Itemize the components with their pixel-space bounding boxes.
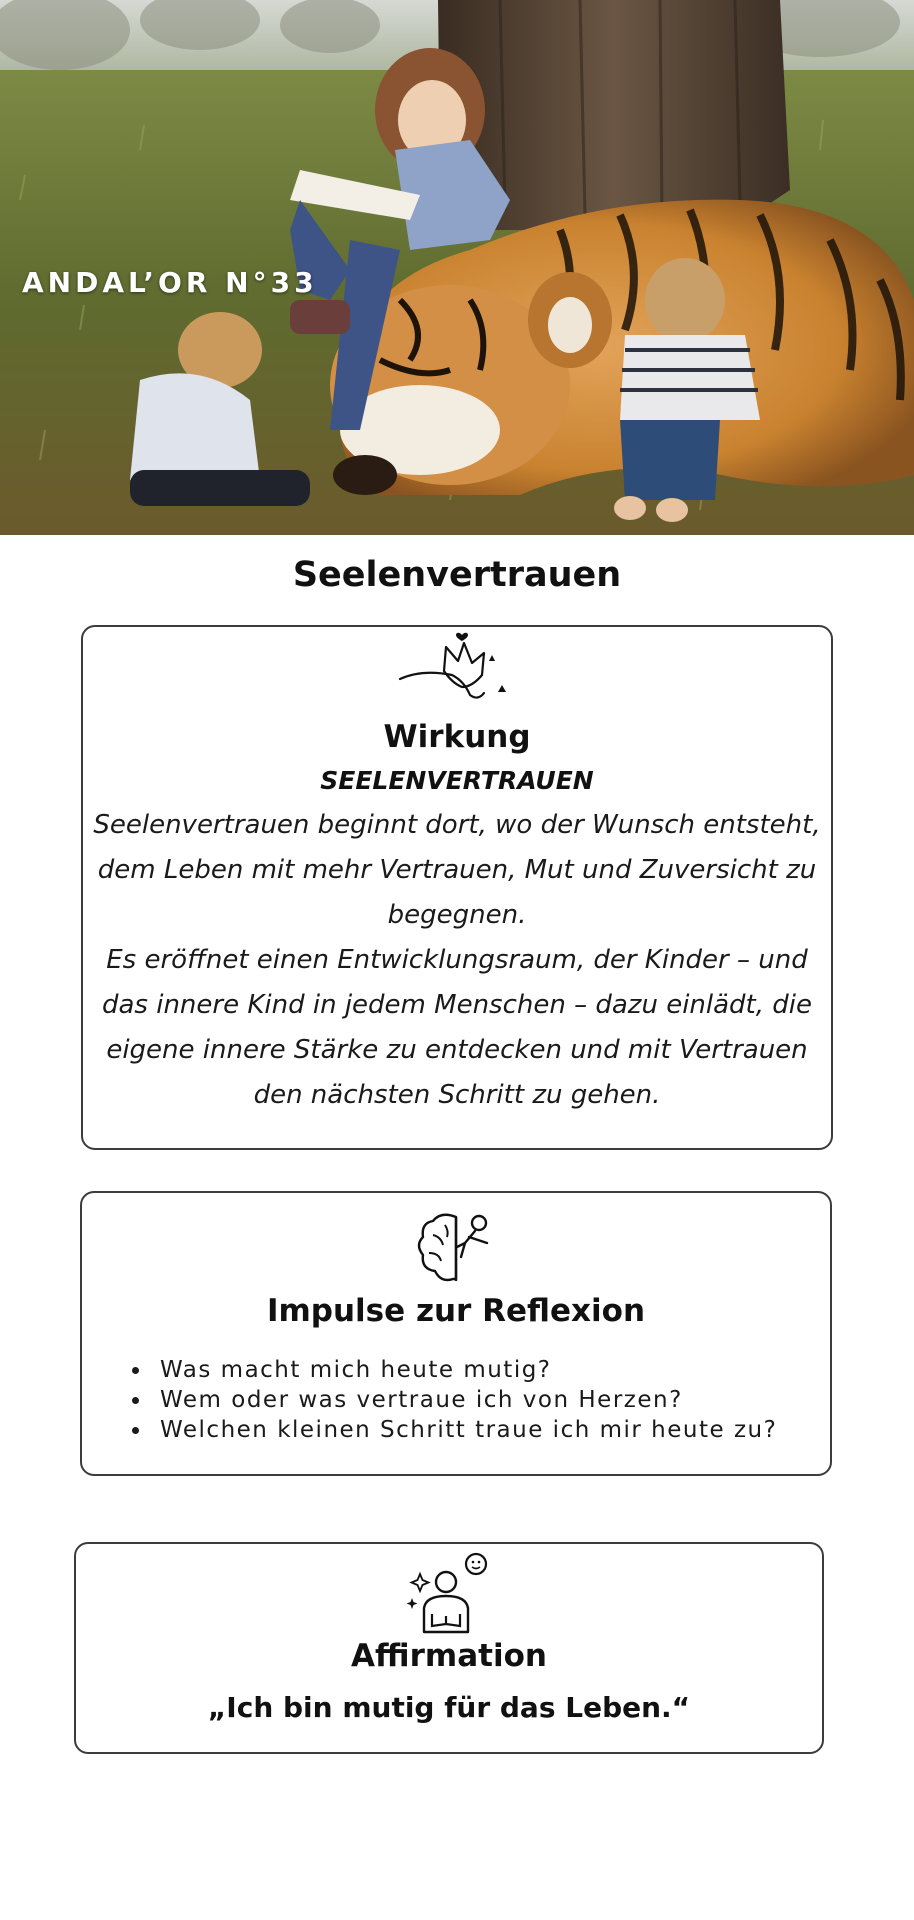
wirkung-card bbox=[81, 625, 833, 1150]
list-item: Wem oder was vertraue ich von Herzen? bbox=[126, 1385, 830, 1415]
list-item: Welchen kleinen Schritt traue ich mir heute zu? bbox=[126, 1415, 830, 1445]
affirmation-heading: Affirmation bbox=[351, 1638, 547, 1674]
crown-sparkle-icon bbox=[392, 631, 522, 713]
wirkung-heading: Wirkung bbox=[383, 719, 531, 755]
reflexion-list bbox=[126, 1355, 830, 1445]
wirkung-subheading: SEELENVERTRAUEN bbox=[320, 766, 594, 795]
affirmation-quote: „Ich bin mutig für das Leben.“ bbox=[207, 1691, 691, 1724]
hero-image bbox=[0, 0, 914, 535]
list-item: Was macht mich heute mutig? bbox=[126, 1355, 830, 1385]
page-title: Seelenvertrauen bbox=[292, 555, 622, 595]
affirmation-card bbox=[74, 1542, 824, 1754]
reflexion-card bbox=[80, 1191, 832, 1476]
reflexion-heading: Impulse zur Reflexion bbox=[266, 1293, 646, 1329]
reading-person-sparkle-icon bbox=[404, 1552, 494, 1634]
hero-brand-label: ANDAL’OR N°33 bbox=[22, 266, 318, 299]
wirkung-paragraph-2: Es eröffnet einen Entwicklungsraum, der Kinder – und das innere Kind in jedem Menschen – dazu einlädt, die eigene innere Stärke zu entdecken und mit Vertrauen den nächsten Schritt zu gehen. bbox=[101, 945, 813, 1110]
wirkung-paragraph-1: Seelenvertrauen beginnt dort, wo der Wunsch entsteht, dem Leben mit mehr Vertrauen, Mut und Zuversicht zu begegnen. bbox=[93, 810, 821, 930]
brain-figure-icon bbox=[411, 1209, 501, 1287]
